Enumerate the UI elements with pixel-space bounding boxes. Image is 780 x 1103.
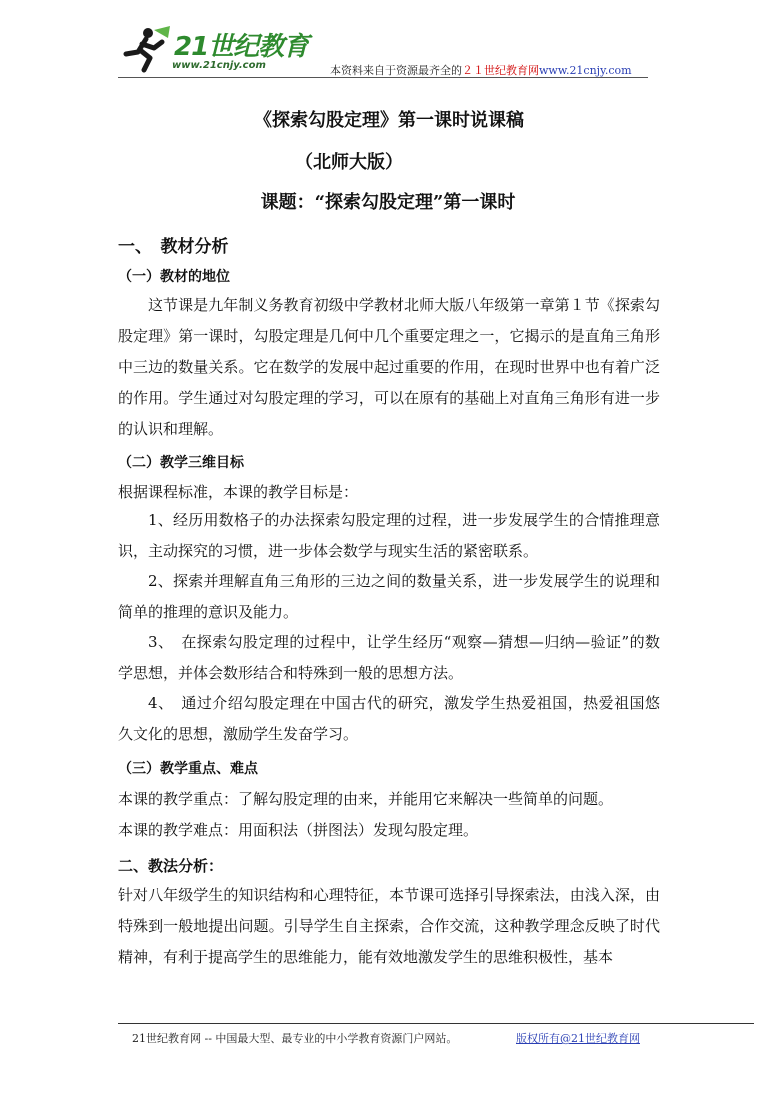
goal-1: 1、经历用数格子的办法探索勾股定理的过程，进一步发展学生的合情推理意识，主动探究的习惯，进一步体会数学与现实生活的紧密联系。 — [118, 511, 660, 560]
paragraph-method: 针对八年级学生的知识结构和心理特征，本节课可选择引导探索法，由浅入深，由特殊到一般地提出问题。引导学生自主探索，合作交流，这种教学理念反映了时代精神，有利于提高学生的思维能力，能有效地激发学生的思维积极性，基本 — [118, 886, 660, 966]
goal-4: 4、 通过介绍勾股定理在中国古代的研究，激发学生热爱祖国，热爱祖国悠久文化的思想，激励学生发奋学习。 — [118, 694, 660, 743]
footer-divider — [118, 1023, 754, 1024]
footer-copyright-link[interactable]: 版权所有@21世纪教育网 — [516, 1032, 640, 1045]
paragraph-position: 这节课是九年制义务教育初级中学教材北师大版八年级第一章第１节《探索勾股定理》第一课时，勾股定理是几何中几个重要定理之一，它揭示的是直角三角形中三边的数量关系。它在数学的发展中起过重要的作用，在现时世界中也有着广泛的作用。学生通过对勾股定理的学习，可以在原有的基础上对直角三角形有进一步的认识和理解。 — [118, 296, 660, 438]
document-topic: 课题：“探索勾股定理”第一课时 — [260, 192, 516, 213]
site-logo[interactable] — [118, 22, 318, 78]
subsection-heading-2: （二）教学三维目标 — [118, 455, 244, 471]
logo-url: www.21cnjy.com — [172, 60, 266, 71]
goals-intro: 根据课程标准，本课的教学目标是： — [118, 483, 359, 501]
document-edition: （北师大版） — [295, 152, 403, 173]
subsection-heading-1: （一）教材的地位 — [118, 269, 230, 285]
key-point: 本课的教学重点：了解勾股定理的由来，并能用它来解决一些简单的问题。 — [118, 790, 614, 808]
header-divider — [118, 77, 648, 78]
section-heading-1: 一、 教材分析 — [118, 237, 229, 257]
runner-icon — [118, 24, 178, 74]
page-header — [118, 22, 648, 78]
document-title: 《探索勾股定理》第一课时说课稿 — [254, 110, 524, 131]
logo-text: 21世纪教育 — [174, 32, 309, 62]
footer-text: 21世纪教育网 -- 中国最大型、最专业的中小学教育资源门户网站。 — [132, 1032, 458, 1045]
goal-2: 2、探索并理解直角三角形的三边之间的数量关系，进一步发展学生的说理和简单的推理的意识及能力。 — [118, 572, 660, 621]
difficulty-point: 本课的教学难点：用面积法（拼图法）发现勾股定理。 — [118, 821, 479, 839]
subsection-heading-3: （三）教学重点、难点 — [118, 761, 258, 777]
goal-3: 3、 在探索勾股定理的过程中，让学生经历“观察—猜想—归纳—验证”的数学思想，并体会数形结合和特殊到一般的思想方法。 — [118, 633, 660, 682]
header-url-link[interactable]: www.21cnjy.com — [539, 64, 632, 77]
section-heading-2: 二、教法分析： — [118, 857, 224, 875]
header-site-link[interactable]: ２１世纪教育网 — [462, 64, 539, 77]
header-note-prefix: 本资料来自于资源最齐全的 — [330, 64, 462, 77]
header-note — [330, 62, 632, 78]
